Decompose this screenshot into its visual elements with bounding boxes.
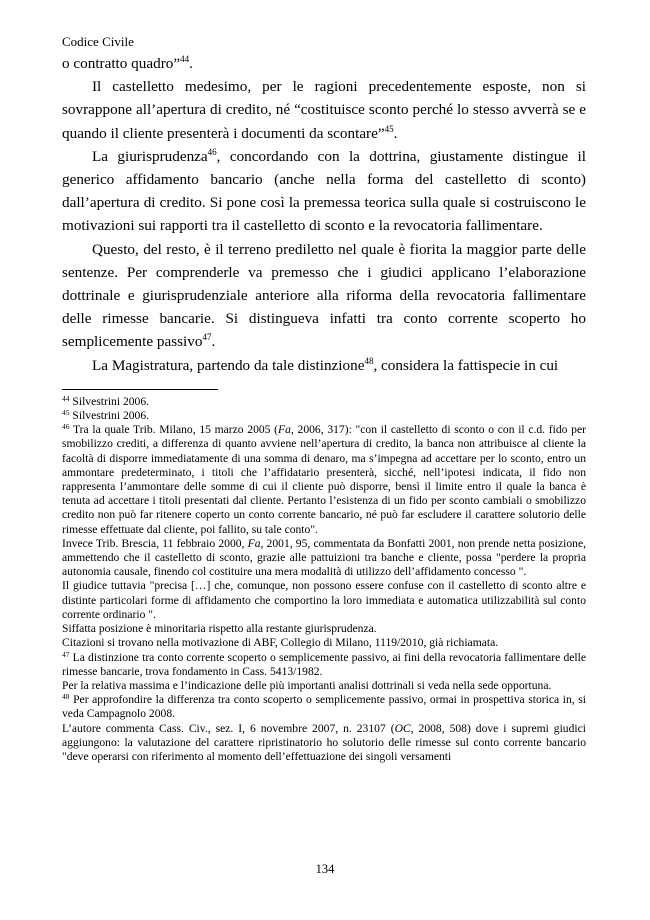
text-run: Il giudice tuttavia "precisa […] che, comunque, non possono essere confuse con il castelletto di sconto altre e distinte particolari forme di affidamento che comportino la loro immediata e automatica utilizzabilità sul conto corrente ordinario ". [62,579,586,621]
text-run: Tra la quale Trib. Milano, 15 marzo 2005 ( [69,423,279,437]
text-run: Per approfondire la differenza tra conto scoperto o semplicemente passivo, ormai in prospettiva storica in, si veda Campagnolo 2008. [62,693,586,721]
body-paragraph [62,52,586,75]
text-run: Questo, del resto, è il terreno prediletto nel quale è fiorita la maggior parte delle sentenze. Per comprenderle va premesso che i giudici applicano l’elaborazione dottrinale e giurisprudenziale anteriore alla riforma della revocatoria fallimentare delle rimesse bancarie. Si distingueva infatti tra conto corrente scoperto ho semplicemente passivo [62,240,586,351]
italic-text: Fa [247,536,261,550]
text-run: Silvestrini 2006. [69,409,150,423]
text-run: Invece Trib. Brescia, 11 febbraio 2000, [62,536,248,550]
text-run: , 2001, 95, commentata da Bonfatti 2001, non prende netta posizione, ammettendo che il castelletto di sconto, grazie alle pattuizioni tra banche e cliente, possa "perdere la propria autonomia causale, finendo col costituire una mera modalità di utilizzo dell’affidamento concesso ". [62,536,586,579]
text-run: , 2008, 508) dove i supremi giudici aggiungono: la valutazione del carattere ripristinatorio ho solutorio delle rimesse sul conto corrente bancario "deve operarsi con riferimento al momento dell’effettuazione dei singoli versamenti [62,721,586,763]
footnote-marker: 46 [207,146,217,157]
body-paragraph [62,238,586,354]
footnote-marker: 47 [202,332,212,343]
footnote-marker: 45 [384,123,394,134]
footnote-marker: 47 [62,649,70,659]
footnote-paragraph [62,636,586,650]
italic-text: Fa [278,423,291,437]
body-text [62,52,586,377]
footnote-paragraph [62,722,586,765]
footnote-paragraph [62,395,586,409]
footnote-marker: 46 [62,422,70,432]
running-head: Codice Civile [62,34,134,49]
text-run: La giurisprudenza [92,147,208,165]
footnote-paragraph [62,537,586,580]
text-run: La distinzione tra conto corrente scoperto o semplicemente passivo, ai fini della revocatoria fallimentare delle rimesse bancarie, trova fondamento in Cass. 5413/1982. [62,650,586,678]
footnote-separator [62,389,218,390]
text-run: La Magistratura, partendo da tale distinzione [92,356,365,374]
footnote-paragraph [62,693,586,721]
text-run: , considera la fattispecie in cui [373,356,559,374]
text-run: Silvestrini 2006. [69,394,150,408]
body-paragraph [62,145,586,238]
footnote-paragraph [62,423,586,537]
footnote-paragraph [62,622,586,636]
footnote-paragraph [62,651,586,679]
footnote-paragraph [62,679,586,693]
footnote-marker: 48 [62,692,70,702]
footnote-paragraph [62,579,586,622]
body-paragraph [62,354,586,377]
footnote-paragraph [62,409,586,423]
italic-text: OC [394,721,411,735]
text-run: , concordando con la dottrina, giustamente distingue il generico affidamento bancario (anche nella forma del castelletto di sconto) dall’apertura di credito. Si pone così la premessa teorica sulla quale si costruiscono le motivazioni sui rapporti tra il castelletto di sconto e la revocatoria fallimentare. [62,147,586,235]
text-run: Per la relativa massima e l’indicazione delle più importanti analisi dottrinali si veda nella sede opportuna. [62,678,552,692]
page-number: 134 [315,862,335,876]
footnote-marker: 48 [364,355,374,366]
text-run: Il castelletto medesimo, per le ragioni precedentemente esposte, non si sovrappone all’apertura di credito, né “costituisce sconto perché lo stesso avverrà se e quando il cliente presenterà i documenti da scontare” [62,78,586,142]
footnotes [62,395,586,764]
footnote-marker: 45 [62,408,70,418]
footnote-marker: 44 [180,54,190,64]
text-run: . [393,124,398,142]
text-run: L’autore commenta Cass. Civ., sez. I, 6 novembre 2007, n. 23107 ( [62,721,395,735]
text-run: . [189,55,193,72]
text-run: , 2006, 317): "con il castelletto di sconto o con il c.d. fido per smobilizzo crediti, a differenza di quanto avviene nell’apertura di credito, la banca non attribuisce al cliente la facoltà di disporre immediatamente di una somma di denaro, ma s’impegna ad accettare per lo sconto, entro un ammontare predeterminato, i titoli che l’affidatario presenterà, sicché, nell’ipotesi indicata, il fido non rappresenta l’ammontare delle somme di cui il cliente può disporre, bensì il limite entro il quale la banca è tenuta ad accettare i titoli presentati dal cliente. Pertanto l’esistenza di un fido per sconto cambiali o smobilizzo credito non può far ritenere coperto un conto corrente bancario, né può far escludere il carattere solutorio delle rimesse effettuate dal cliente, poi fallito, su tale conto". [62,423,586,536]
text-run: o contratto quadro” [62,55,181,72]
text-run: Citazioni si trovano nella motivazione di ABF, Collegio di Milano, 1119/2010, già richiamata. [62,636,499,650]
text-run: . [211,333,216,351]
text-run: Siffatta posizione è minoritaria rispetto alla restante giurisprudenza. [62,622,377,636]
page-content [62,34,586,764]
footnote-marker: 44 [62,393,70,403]
body-paragraph [62,75,586,145]
